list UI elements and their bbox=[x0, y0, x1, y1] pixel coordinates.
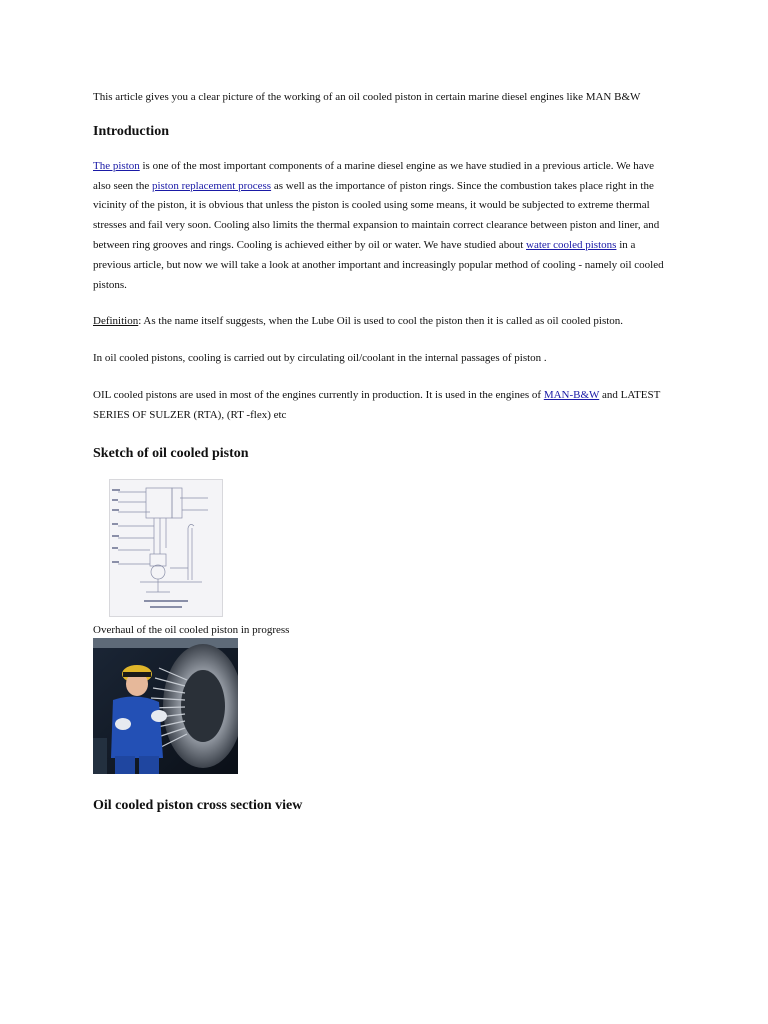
introduction-text-3: in a previous article, but now we will take a look at another important and increasingly popular method of cooling - namely oil cooled pistons. bbox=[93, 238, 664, 291]
link-water-cooled-pistons[interactable]: water cooled pistons bbox=[526, 238, 617, 251]
usage-text-2: and LATEST SERIES OF SULZER (RTA), (RT -flex) etc bbox=[93, 388, 661, 421]
sketch-drawing bbox=[110, 480, 222, 616]
intro-paragraph: This article gives you a clear picture of the working of an oil cooled piston in certain marine diesel engines like MAN B&W bbox=[93, 91, 641, 103]
piston-overhaul-photo bbox=[93, 638, 238, 774]
introduction-heading: Introduction bbox=[93, 123, 169, 139]
overhaul-caption: Overhaul of the oil cooled piston in progress bbox=[93, 623, 290, 636]
cross-section-heading: Oil cooled piston cross section view bbox=[93, 797, 303, 813]
oil-cooled-piston-sketch-image bbox=[109, 479, 223, 617]
article bbox=[93, 88, 673, 815]
link-man-bw[interactable]: MAN-B&W bbox=[543, 388, 600, 401]
link-the-piston[interactable]: The piston bbox=[93, 159, 140, 172]
link-piston-replacement-process[interactable]: piston replacement process bbox=[151, 179, 272, 192]
usage-paragraph bbox=[93, 386, 673, 426]
introduction-text-2: as well as the importance of piston rings. Since the combustion takes place right in the vicinity of the piston, it is obvious that unless the piston is cooled using some means, it would be subjected to extreme thermal stresses and fail very soon. Cooling also limits the thermal expansion to maintain correct clearance between piston and liner, and between ring grooves and rings. Cooling is achieved either by oil or water. We have studied about bbox=[93, 179, 660, 251]
definition-paragraph bbox=[93, 312, 673, 332]
definition-text: : As the name itself suggests, when the Lube Oil is used to cool the piston then it is called as oil cooled piston. bbox=[138, 315, 624, 328]
introduction-text-1: is one of the most important components of a marine diesel engine as we have studied in a previous article. We have also seen the bbox=[93, 159, 654, 192]
definition-label: Definition bbox=[93, 315, 139, 328]
overhaul-photo-drawing bbox=[93, 638, 238, 774]
usage-text-1: OIL cooled pistons are used in most of the engines currently in production. It is used in the engines of bbox=[93, 388, 544, 401]
circulation-paragraph: In oil cooled pistons, cooling is carried out by circulating oil/coolant in the internal passages of piston . bbox=[93, 352, 547, 365]
sketch-heading: Sketch of oil cooled piston bbox=[93, 445, 249, 461]
introduction-paragraph bbox=[93, 157, 673, 296]
